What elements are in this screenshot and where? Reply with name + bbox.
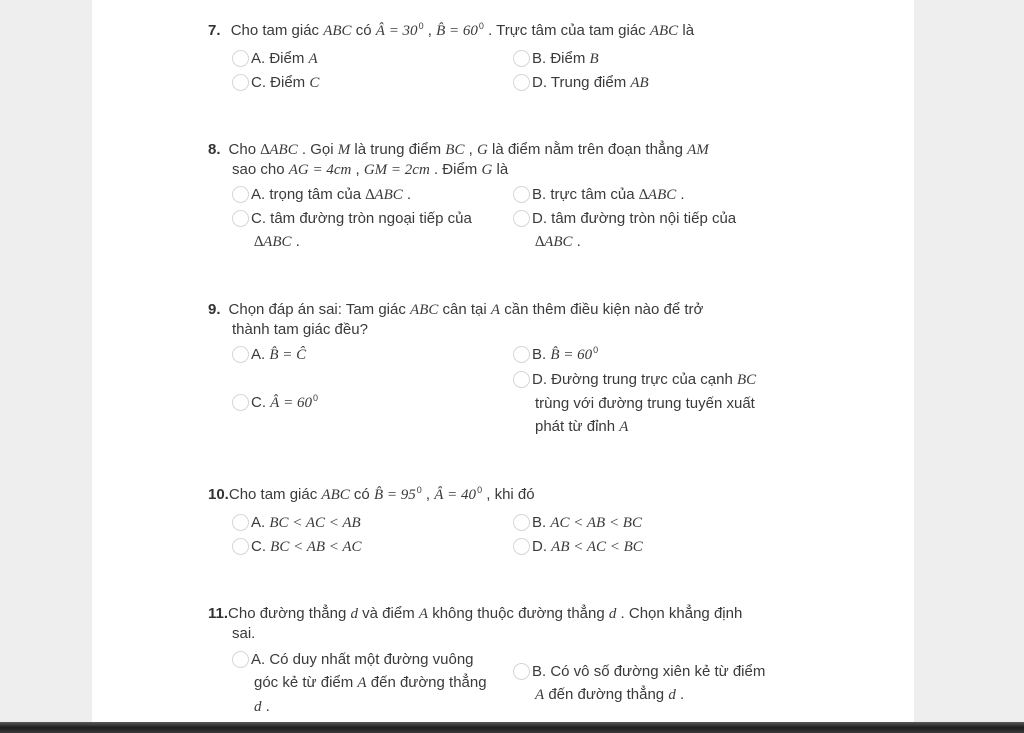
radio-button[interactable] [232, 50, 249, 67]
option-8a[interactable]: A. trọng tâm của ∆ABC . [232, 183, 411, 207]
question-number: 7. [208, 22, 221, 39]
radio-button[interactable] [232, 346, 249, 363]
question-7-text: 7. Cho tam giác ABC có Â = $30^0$ , B̂ = $60^0$ . Trực tâm của tam giác ABC là [208, 21, 695, 39]
radio-button[interactable] [232, 186, 249, 203]
option-8b[interactable]: B. trực tâm của ∆ABC . [513, 183, 685, 207]
bottom-scrollbar[interactable] [0, 722, 1024, 733]
question-8-text: 8. Cho ∆ABC . Gọi M là trung điểm BC , G là điểm nằm trên đoạn thẳng AM sao cho AG = 4cm , GM = 2cm . Điểm G là [208, 141, 709, 178]
option-9b[interactable]: B. B̂ = $60^0$ [513, 343, 598, 368]
radio-button[interactable] [513, 346, 530, 363]
option-11b[interactable]: B. Có vô số đường xiên kẻ từ điểm A đến đường thẳng d . [513, 660, 765, 707]
radio-button[interactable] [232, 210, 249, 227]
option-7d[interactable]: D. Trung điểm AB [513, 71, 649, 95]
radio-button[interactable] [513, 74, 530, 91]
question-number: 8. [208, 141, 221, 158]
option-10c[interactable]: C. BC < AB < AC [232, 535, 362, 559]
option-10b[interactable]: B. AC < AB < BC [513, 511, 642, 535]
option-8c[interactable]: C. tâm đường tròn ngoại tiếp của ∆ABC . [232, 207, 472, 254]
option-9d[interactable]: D. Đường trung trực của cạnh BC trùng với đường trung tuyến xuất phát từ đỉnh A [513, 368, 756, 439]
radio-button[interactable] [513, 50, 530, 67]
option-10a[interactable]: A. BC < AC < AB [232, 511, 361, 535]
radio-button[interactable] [232, 651, 249, 668]
option-7b[interactable]: B. Điểm B [513, 47, 599, 71]
radio-button[interactable] [232, 394, 249, 411]
radio-button[interactable] [513, 538, 530, 555]
question-10-text: 10.Cho tam giác ABC có B̂ = $95^0$ , Â = $40^0$ , khi đó [208, 485, 535, 503]
question-number: 9. [208, 301, 221, 318]
option-7a[interactable]: A. Điểm A [232, 47, 318, 71]
radio-button[interactable] [513, 663, 530, 680]
option-9c[interactable]: C. Â = $60^0$ [232, 391, 318, 416]
radio-button[interactable] [513, 371, 530, 388]
radio-button[interactable] [232, 538, 249, 555]
radio-button[interactable] [513, 210, 530, 227]
radio-button[interactable] [232, 74, 249, 91]
question-11-text: 11.Cho đường thẳng d và điểm A không thuộc đường thẳng d . Chọn khẳng định sai. [208, 605, 743, 642]
option-10d[interactable]: D. AB < AC < BC [513, 535, 643, 559]
radio-button[interactable] [513, 186, 530, 203]
question-9-text: 9. Chọn đáp án sai: Tam giác ABC cân tại A cần thêm điều kiện nào để trở thành tam giác đều? [208, 301, 704, 338]
option-11a[interactable]: A. Có duy nhất một đường vuông góc kẻ từ điểm A đến đường thẳng d . [232, 648, 487, 719]
question-number: 11. [208, 605, 229, 622]
radio-button[interactable] [513, 514, 530, 531]
option-8d[interactable]: D. tâm đường tròn nội tiếp của ∆ABC . [513, 207, 736, 254]
option-9a[interactable]: A. B̂ = Ĉ [232, 343, 306, 367]
question-number: 10. [208, 486, 229, 503]
option-7c[interactable]: C. Điểm C [232, 71, 319, 95]
radio-button[interactable] [232, 514, 249, 531]
